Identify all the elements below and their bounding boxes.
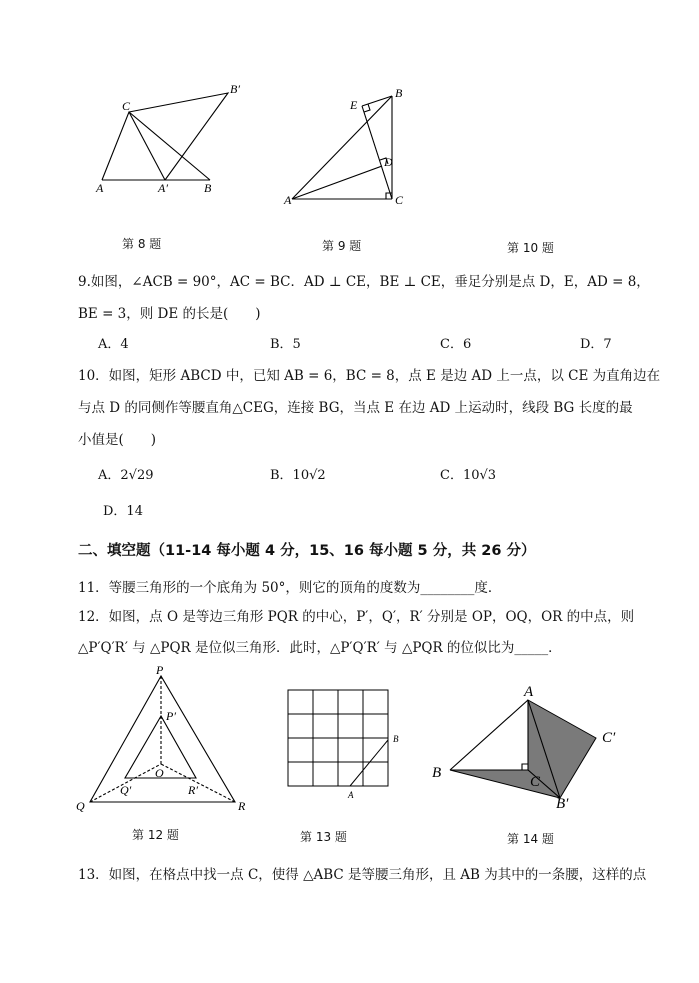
fig9-label-b: B bbox=[395, 86, 403, 100]
q10-option-d: D．14 bbox=[103, 504, 143, 519]
q10-line1: 10．如图，矩形 ABCD 中，已知 AB = 6，BC = 8，点 E 是边 AD 上一点，以 CE 为直角边在 bbox=[78, 368, 661, 384]
fig14-label-b: B bbox=[432, 765, 442, 781]
fig12-label-p1: P′ bbox=[166, 709, 176, 723]
fig9-label-e: E bbox=[350, 98, 358, 112]
q9-option-b: B．5 bbox=[270, 337, 301, 352]
fig13-label-b: B bbox=[393, 734, 399, 744]
fig9-caption: 第 9 题 bbox=[322, 239, 362, 253]
q9-line1: 9.如图，∠ACB = 90°，AC = BC．AD ⊥ CE，BE ⊥ CE，垂足分别是点 D，E，AD = 8， bbox=[78, 274, 650, 290]
q11-text: 11．等腰三角形的一个底角为 50°，则它的顶角的度数为________度． bbox=[78, 580, 502, 596]
fig14-label-c: C bbox=[530, 774, 541, 790]
fig8-caption: 第 8 题 bbox=[122, 237, 162, 251]
fig13-caption: 第 13 题 bbox=[300, 830, 347, 844]
figure-12 bbox=[70, 664, 255, 819]
fig12-caption: 第 12 题 bbox=[132, 828, 179, 842]
figure-14 bbox=[428, 680, 628, 810]
q9-option-c: C．6 bbox=[440, 337, 472, 352]
fig10-caption: 第 10 题 bbox=[507, 241, 554, 255]
fig14-label-c1: C′ bbox=[602, 730, 616, 746]
q12-line2: △P′Q′R′ 与 △PQR 是位似三角形．此时，△P′Q′R′ 与 △PQR 的位似比为_____． bbox=[78, 640, 562, 656]
fig12-label-o: O bbox=[155, 766, 164, 780]
fig8-label-a: A bbox=[96, 181, 104, 195]
fig12-label-q: Q bbox=[76, 799, 85, 813]
q10-option-c: C．10√3 bbox=[440, 468, 497, 483]
fig9-label-a: A bbox=[284, 193, 292, 207]
figure-13 bbox=[282, 684, 407, 804]
q10-line2: 与点 D 的同侧作等腰直角△CEG，连接 BG，当点 E 在边 AD 上运动时，线段 BG 长度的最 bbox=[78, 400, 633, 416]
fig12-label-r: R bbox=[238, 799, 246, 813]
q9-line2: BE = 3，则 DE 的长是( ) bbox=[78, 306, 261, 322]
fig8-label-b1: B′ bbox=[230, 82, 240, 96]
q10-option-b: B．10√2 bbox=[270, 468, 326, 483]
fig14-label-b1: B′ bbox=[556, 796, 569, 810]
fig8-label-c: C bbox=[122, 99, 131, 113]
fig8-label-b: B bbox=[204, 181, 212, 195]
fig9-label-c: C bbox=[395, 193, 404, 207]
q12-line1: 12．如图，点 O 是等边三角形 PQR 的中心，P′，Q′，R′ 分别是 OP，OQ，OR 的中点，则 bbox=[78, 609, 635, 625]
fig12-label-q1: Q′ bbox=[120, 783, 132, 797]
figure-9 bbox=[282, 84, 412, 214]
q9-option-d: D．7 bbox=[580, 337, 612, 352]
fig13-label-a: A bbox=[348, 790, 354, 800]
fig9-label-d: D bbox=[384, 155, 393, 169]
q9-option-a: A．4 bbox=[98, 337, 129, 352]
fig14-caption: 第 14 题 bbox=[507, 832, 554, 846]
fig8-label-a1: A′ bbox=[158, 181, 168, 195]
section-2-heading: 二、填空题（11-14 每小题 4 分，15、16 每小题 5 分，共 26 分） bbox=[78, 543, 536, 559]
q10-option-a: A．2√29 bbox=[98, 468, 154, 483]
figure-8 bbox=[92, 78, 252, 198]
fig12-label-r1: R′ bbox=[188, 783, 198, 797]
fig12-label-p: P bbox=[156, 664, 164, 677]
q13-text: 13．如图，在格点中找一点 C，使得 △ABC 是等腰三角形，且 AB 为其中的一条腰，这样的点 bbox=[78, 867, 647, 883]
fig14-label-a: A bbox=[524, 684, 534, 700]
q10-line3: 小值是( ) bbox=[78, 432, 157, 448]
